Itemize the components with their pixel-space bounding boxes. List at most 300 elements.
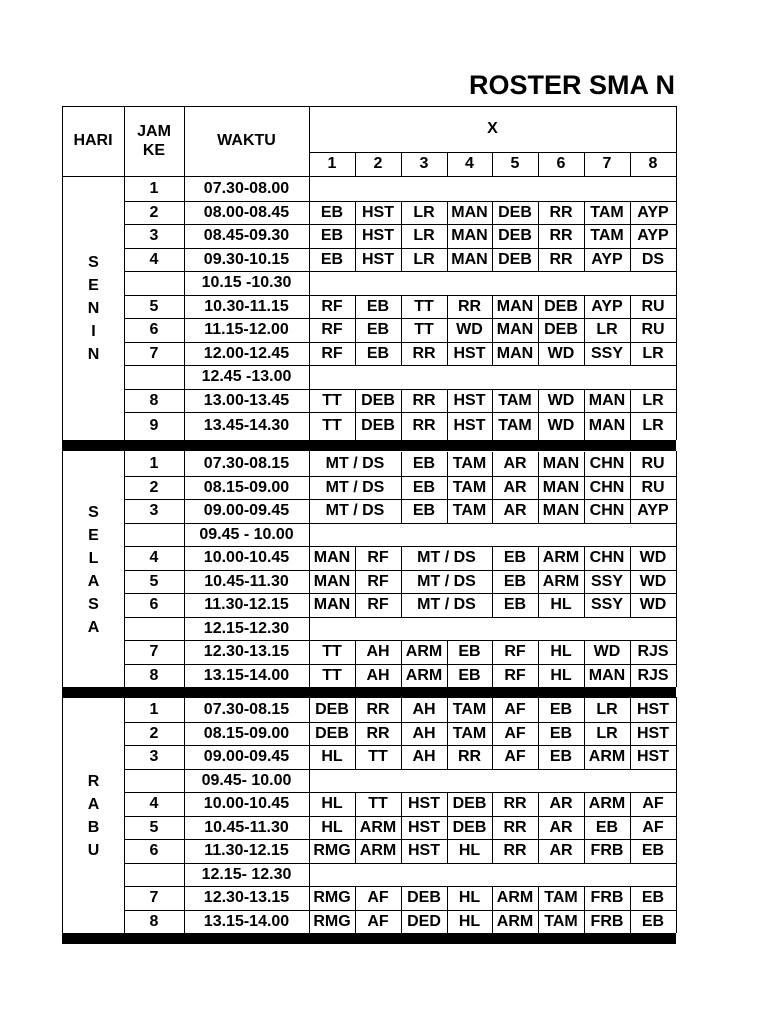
grid-line — [630, 295, 631, 318]
grid-line — [401, 839, 402, 863]
jam-ke-cell: 2 — [149, 203, 159, 221]
grid-line — [401, 886, 402, 910]
subject-cell: TT — [368, 795, 388, 812]
subject-cell: DEB — [544, 297, 578, 315]
subject-cell: AH — [412, 748, 436, 765]
grid-line — [492, 816, 493, 839]
subject-cell: HST — [453, 391, 486, 409]
subject-cell: TAM — [452, 478, 487, 496]
grid-line — [355, 412, 356, 440]
grid-line — [630, 839, 631, 863]
subject-cell: AYP — [637, 203, 669, 221]
grid-line — [355, 816, 356, 839]
subject-cell-merged: MT / DS — [417, 596, 476, 613]
grid-line — [124, 451, 125, 687]
grid-line — [447, 295, 448, 318]
day-name-letter: E — [88, 527, 99, 544]
subject-cell: TAM — [498, 391, 532, 409]
jam-ke-cell: 5 — [149, 297, 159, 315]
grid-line — [355, 152, 356, 176]
subject-cell: LR — [413, 227, 435, 244]
grid-line — [184, 697, 185, 933]
grid-line — [584, 722, 585, 745]
day-name — [63, 251, 124, 366]
waktu-cell: 07.30-08.15 — [203, 701, 290, 718]
subject-cell: AR — [549, 818, 573, 836]
waktu-cell: 10.45-11.30 — [204, 572, 289, 590]
subject-cell: MAN — [496, 321, 534, 338]
subject-cell: EB — [503, 572, 527, 590]
subject-cell: HL — [458, 889, 481, 906]
header-class-number: 8 — [648, 155, 658, 172]
subject-cell: RR — [412, 391, 436, 409]
grid-line — [124, 176, 125, 440]
subject-cell: EB — [641, 912, 665, 930]
grid-line — [447, 452, 448, 476]
jam-ke-cell: 4 — [149, 250, 159, 268]
jam-ke-cell — [124, 523, 184, 546]
header-class-number: 6 — [556, 155, 566, 172]
subject-cell: DEB — [498, 203, 532, 221]
grid-line — [630, 342, 631, 365]
jam-ke-cell: 3 — [149, 748, 159, 765]
subject-cell: TAM — [452, 502, 487, 519]
subject-cell: CHN — [589, 455, 625, 472]
grid-line — [401, 593, 402, 617]
subject-cell-merged: MT / DS — [325, 455, 385, 472]
subject-cell: RU — [641, 478, 665, 496]
grid-line — [309, 176, 310, 440]
grid-line — [584, 342, 585, 365]
grid-line — [184, 451, 185, 687]
grid-line — [492, 792, 493, 816]
waktu-cell: 09.45- 10.00 — [201, 771, 292, 789]
grid-line — [538, 664, 539, 687]
header-class-number: 2 — [373, 155, 383, 172]
subject-cell: HL — [458, 912, 481, 930]
grid-line — [401, 452, 402, 476]
subject-cell: AF — [504, 701, 526, 718]
grid-line — [492, 546, 493, 570]
subject-cell: MAN — [313, 572, 351, 590]
subject-cell: EB — [503, 549, 527, 566]
subject-cell: HST — [453, 344, 486, 362]
subject-cell: TT — [414, 297, 434, 315]
day-name-letter: A — [87, 796, 100, 813]
subject-cell: RF — [321, 297, 343, 315]
subject-cell: RR — [503, 795, 527, 812]
jam-ke-cell — [124, 365, 184, 389]
grid-line — [538, 295, 539, 318]
grid-line — [492, 201, 493, 224]
grid-line — [630, 412, 631, 440]
day-name-letter: R — [87, 773, 100, 790]
grid-line — [584, 452, 585, 476]
subject-cell: RR — [503, 842, 527, 859]
subject-cell: MAN — [542, 478, 580, 496]
grid-line — [492, 412, 493, 440]
day-divider — [62, 933, 676, 944]
grid-line — [401, 152, 402, 176]
grid-line — [630, 745, 631, 769]
subject-cell: MAN — [451, 203, 488, 221]
subject-cell: AYP — [591, 297, 623, 315]
subject-cell: HST — [408, 795, 440, 812]
grid-line — [309, 697, 310, 933]
grid-line — [355, 295, 356, 318]
grid-line — [447, 722, 448, 745]
grid-line — [401, 698, 402, 722]
grid-line — [630, 792, 631, 816]
page-title: ROSTER SMA N — [469, 70, 675, 100]
header-jam-label: JAM — [137, 123, 171, 140]
subject-cell: WD — [547, 344, 575, 362]
subject-cell: LR — [642, 417, 664, 434]
grid-line — [447, 389, 448, 412]
subject-cell: MAN — [451, 250, 488, 268]
subject-cell: RMG — [313, 889, 351, 906]
subject-cell: HST — [637, 748, 669, 765]
grid-line — [538, 452, 539, 476]
subject-cell: TT — [322, 391, 342, 409]
subject-cell: WD — [639, 549, 667, 566]
grid-line — [630, 152, 631, 176]
header-class-number: 5 — [510, 155, 520, 172]
subject-cell: RJS — [637, 666, 669, 684]
grid-line — [538, 910, 539, 933]
grid-line — [584, 570, 585, 593]
grid-line — [447, 839, 448, 863]
grid-line — [401, 722, 402, 745]
waktu-cell: 13.15-14.00 — [203, 666, 290, 684]
jam-ke-cell: 6 — [149, 842, 159, 859]
subject-cell: AYP — [637, 502, 669, 519]
day-name-letter: A — [87, 619, 100, 636]
grid-line — [492, 698, 493, 722]
subject-cell: HST — [362, 227, 394, 244]
subject-cell: EB — [366, 297, 390, 315]
grid-line — [355, 389, 356, 412]
grid-line — [630, 389, 631, 412]
day-name-letter: N — [87, 346, 100, 363]
subject-cell-merged: MT / DS — [325, 478, 385, 496]
subject-cell: DEB — [315, 701, 349, 718]
subject-cell: RF — [321, 321, 343, 338]
grid-line — [355, 248, 356, 271]
subject-cell: RMG — [313, 842, 351, 859]
subject-cell-merged: MT / DS — [417, 572, 476, 590]
waktu-cell: 12.30-13.15 — [203, 643, 290, 660]
grid-line — [630, 640, 631, 664]
grid-line — [538, 640, 539, 664]
waktu-cell: 12.45 -13.00 — [201, 368, 292, 385]
jam-ke-cell: 1 — [149, 701, 159, 718]
grid-line — [492, 570, 493, 593]
subject-cell: AR — [549, 842, 573, 859]
subject-cell: DEB — [544, 321, 578, 338]
grid-line — [492, 499, 493, 523]
subject-cell: DS — [641, 250, 665, 268]
subject-cell: TAM — [452, 724, 487, 742]
waktu-cell: 08.15-09.00 — [203, 724, 290, 742]
header-class-number: 7 — [602, 155, 612, 172]
subject-cell: EB — [549, 724, 573, 742]
jam-ke-cell: 8 — [149, 912, 159, 930]
jam-ke-cell: 7 — [149, 643, 159, 660]
jam-ke-cell: 1 — [149, 455, 159, 472]
header-class-number: 4 — [465, 155, 474, 172]
grid-line — [355, 640, 356, 664]
grid-line — [584, 412, 585, 440]
grid-line — [584, 593, 585, 617]
day-name-letter: S — [88, 596, 99, 613]
waktu-cell: 10.30-11.15 — [204, 297, 289, 315]
waktu-cell: 11.30-12.15 — [204, 596, 289, 613]
jam-ke-cell: 3 — [149, 502, 159, 519]
subject-cell: TAM — [544, 889, 578, 906]
grid-line — [492, 640, 493, 664]
subject-cell: LR — [596, 701, 618, 718]
grid-line — [447, 640, 448, 664]
subject-cell: WD — [593, 643, 621, 660]
waktu-cell: 07.30-08.15 — [203, 455, 290, 472]
subject-cell: TAM — [590, 203, 624, 221]
grid-line — [584, 745, 585, 769]
grid-line — [492, 318, 493, 342]
subject-cell: LR — [596, 321, 618, 338]
grid-line — [538, 546, 539, 570]
grid-line — [584, 389, 585, 412]
subject-cell: AF — [642, 818, 664, 836]
grid-line — [492, 389, 493, 412]
grid-line — [584, 792, 585, 816]
subject-cell: DEB — [361, 417, 395, 434]
header-waktu: WAKTU — [217, 132, 276, 149]
grid-line — [584, 476, 585, 499]
day-name — [63, 501, 124, 639]
jam-ke-cell — [124, 863, 184, 886]
grid-line — [401, 201, 402, 224]
grid-line — [492, 910, 493, 933]
waktu-cell: 09.00-09.45 — [203, 748, 290, 765]
jam-ke-cell: 8 — [149, 391, 159, 409]
subject-cell: EB — [503, 596, 527, 613]
subject-cell: HST — [408, 818, 440, 836]
subject-cell: RR — [457, 748, 482, 765]
grid-line — [538, 201, 539, 224]
grid-line — [630, 499, 631, 523]
subject-cell: MAN — [588, 417, 626, 434]
grid-line — [630, 816, 631, 839]
subject-cell: EB — [412, 478, 436, 496]
subject-cell: AR — [503, 478, 527, 496]
subject-cell: SSY — [590, 596, 623, 613]
grid-line — [584, 910, 585, 933]
jam-ke-cell — [124, 769, 184, 792]
grid-line — [492, 593, 493, 617]
grid-line — [355, 792, 356, 816]
grid-line — [538, 476, 539, 499]
grid-line — [401, 342, 402, 365]
jam-ke-cell: 3 — [149, 227, 159, 244]
grid-line — [355, 224, 356, 248]
subject-cell: TT — [414, 321, 434, 338]
subject-cell: FRB — [590, 889, 624, 906]
day-name-letter: E — [88, 277, 99, 294]
waktu-cell: 12.00-12.45 — [203, 344, 290, 362]
subject-cell: SSY — [590, 572, 623, 590]
grid-line — [584, 546, 585, 570]
grid-line — [447, 224, 448, 248]
grid-line — [401, 499, 402, 523]
grid-line — [584, 499, 585, 523]
grid-line — [492, 248, 493, 271]
subject-cell: CHN — [589, 549, 625, 566]
grid-line — [401, 318, 402, 342]
subject-cell: MAN — [542, 502, 580, 519]
grid-line — [355, 745, 356, 769]
subject-cell: TAM — [452, 455, 487, 472]
grid-line — [401, 476, 402, 499]
subject-cell: EB — [595, 818, 619, 836]
waktu-cell: 11.30-12.15 — [204, 842, 289, 859]
subject-cell: MAN — [588, 391, 626, 409]
day-name — [63, 770, 124, 862]
subject-cell: DEB — [315, 724, 349, 742]
grid-line — [538, 886, 539, 910]
grid-line — [584, 816, 585, 839]
subject-cell: ARM — [588, 748, 626, 765]
subject-cell: DEB — [452, 795, 487, 812]
grid-line — [584, 839, 585, 863]
grid-line — [492, 839, 493, 863]
subject-cell: ARM — [496, 912, 534, 930]
subject-cell: DEB — [361, 391, 395, 409]
subject-cell: AF — [367, 912, 389, 930]
subject-cell: HL — [321, 748, 343, 765]
jam-ke-cell: 7 — [149, 889, 159, 906]
grid-line — [447, 248, 448, 271]
subject-cell: RF — [321, 344, 343, 362]
grid-line — [492, 664, 493, 687]
jam-ke-cell: 2 — [149, 478, 159, 496]
grid-line — [447, 664, 448, 687]
subject-cell: HST — [453, 417, 486, 434]
waktu-cell: 13.00-13.45 — [203, 391, 290, 409]
grid-line — [447, 499, 448, 523]
jam-ke-cell — [124, 617, 184, 640]
waktu-cell: 08.15-09.00 — [203, 478, 290, 496]
grid-line — [584, 664, 585, 687]
subject-cell: LR — [413, 203, 435, 221]
grid-line — [584, 640, 585, 664]
subject-cell: TAM — [590, 227, 624, 244]
subject-cell: RR — [503, 818, 527, 836]
subject-cell: EB — [366, 344, 390, 362]
subject-cell: MAN — [451, 227, 488, 244]
subject-cell: HST — [362, 203, 394, 221]
day-divider — [62, 687, 676, 698]
waktu-cell: 10.15 -10.30 — [201, 274, 292, 291]
grid-line — [676, 106, 677, 176]
grid-line — [538, 342, 539, 365]
grid-line — [401, 792, 402, 816]
subject-cell: MAN — [496, 297, 534, 315]
subject-cell: AR — [503, 502, 527, 519]
grid-line — [538, 722, 539, 745]
subject-cell: TAM — [452, 701, 487, 718]
waktu-cell: 10.00-10.45 — [203, 795, 290, 812]
subject-cell: HST — [637, 724, 669, 742]
grid-line — [447, 816, 448, 839]
subject-cell: RU — [641, 321, 665, 338]
subject-cell: EB — [549, 748, 573, 765]
grid-line — [355, 664, 356, 687]
subject-cell: WD — [456, 321, 483, 338]
subject-cell: RR — [549, 250, 573, 268]
subject-cell: TT — [322, 666, 342, 684]
subject-cell: AYP — [591, 250, 623, 268]
grid-line — [538, 412, 539, 440]
grid-line — [355, 342, 356, 365]
jam-ke-cell: 9 — [149, 417, 159, 434]
waktu-cell: 08.00-08.45 — [203, 203, 290, 221]
subject-cell: DEB — [452, 818, 487, 836]
waktu-cell: 12.15-12.30 — [203, 619, 290, 637]
subject-cell: AR — [503, 455, 527, 472]
subject-cell: ARM — [405, 666, 443, 684]
header-class-number: 1 — [327, 155, 337, 172]
subject-cell-merged: MT / DS — [417, 549, 476, 566]
grid-line — [401, 910, 402, 933]
subject-cell: RF — [504, 666, 526, 684]
subject-cell-merged: MT / DS — [325, 502, 385, 519]
grid-line — [538, 839, 539, 863]
subject-cell: RR — [412, 344, 436, 362]
grid-line — [355, 318, 356, 342]
subject-cell: HST — [637, 701, 669, 718]
subject-cell: AYP — [637, 227, 669, 244]
subject-cell: SSY — [590, 344, 623, 362]
grid-line — [584, 886, 585, 910]
subject-cell: CHN — [589, 478, 625, 496]
grid-line — [492, 295, 493, 318]
grid-line — [584, 201, 585, 224]
subject-cell: ARM — [496, 889, 534, 906]
grid-line — [447, 792, 448, 816]
grid-line — [355, 910, 356, 933]
grid-line — [676, 176, 677, 440]
subject-cell: ARM — [542, 549, 580, 566]
grid-line — [62, 106, 63, 176]
subject-cell: RF — [367, 572, 389, 590]
waktu-cell: 10.00-10.45 — [203, 549, 290, 566]
grid-line — [492, 722, 493, 745]
grid-line — [492, 224, 493, 248]
grid-line — [630, 546, 631, 570]
grid-line — [401, 389, 402, 412]
subject-cell: ARM — [359, 842, 397, 859]
grid-line — [492, 342, 493, 365]
subject-cell: TT — [368, 748, 388, 765]
jam-ke-cell: 5 — [149, 572, 159, 590]
subject-cell: EB — [458, 643, 481, 660]
grid-line — [447, 412, 448, 440]
subject-cell: AF — [504, 724, 526, 742]
subject-cell: HL — [550, 596, 572, 613]
grid-line — [584, 224, 585, 248]
grid-line — [538, 792, 539, 816]
